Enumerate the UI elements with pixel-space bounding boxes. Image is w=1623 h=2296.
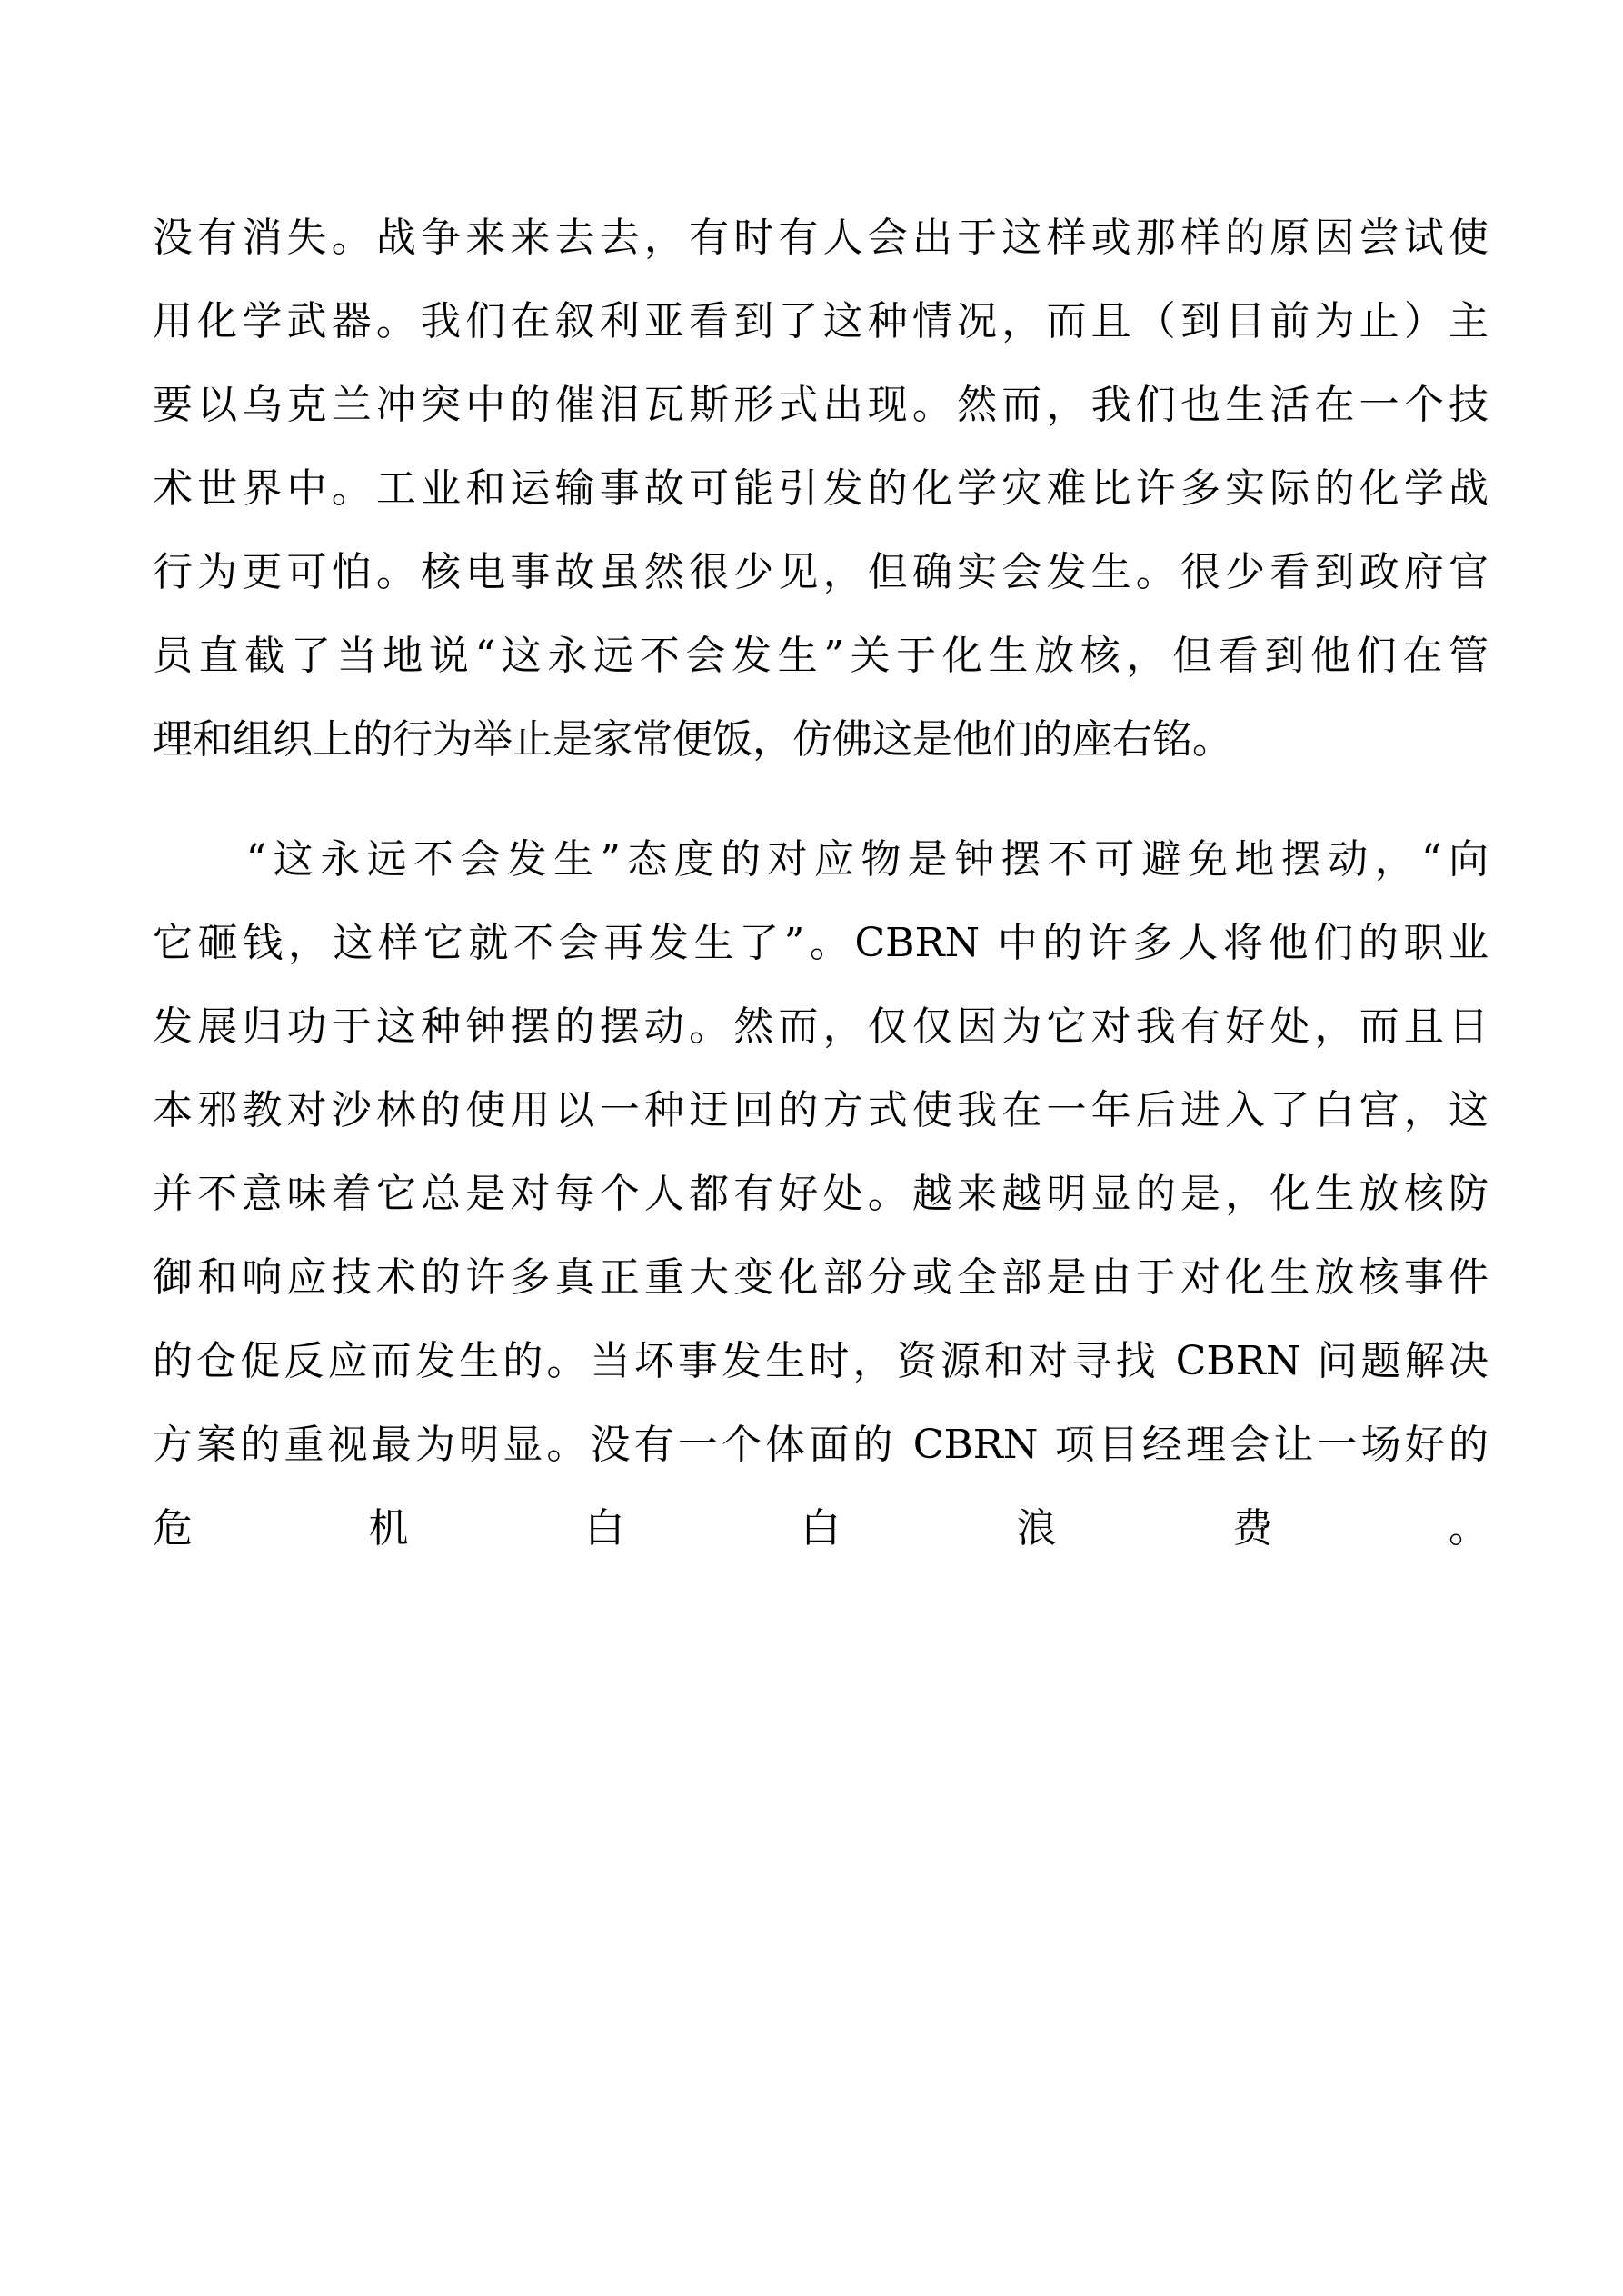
text-line: 术世界中。工业和运输事故可能引发的化学灾难比许多实际的化学战 (153, 465, 1489, 512)
text-line: 用化学武器。我们在叙利亚看到了这种情况，而且（到目前为止）主 (153, 298, 1489, 344)
text-line: 并不意味着它总是对每个人都有好处。越来越明显的是，化生放核防 (153, 1171, 1489, 1217)
text-line: 发展归功于这种钟摆的摆动。然而，仅仅因为它对我有好处，而且日 (153, 1003, 1489, 1050)
text-line: 本邪教对沙林的使用以一种迂回的方式使我在一年后进入了白宫，这 (153, 1087, 1489, 1133)
text-line: 的仓促反应而发生的。当坏事发生时，资源和对寻找 CBRN 问题解决 (153, 1338, 1489, 1384)
text-line: 行为更可怕。核电事故虽然很少见，但确实会发生。很少看到政府官 (153, 549, 1489, 595)
text-line: 没有消失。战争来来去去，有时有人会出于这样或那样的原因尝试使 (153, 215, 1489, 261)
text-line: 危机白白浪费。 (153, 1505, 1489, 1552)
text-line: 方案的重视最为明显。没有一个体面的 CBRN 项目经理会让一场好的 (153, 1422, 1489, 1468)
text-line: 理和组织上的行为举止是家常便饭，仿佛这是他们的座右铭。 (153, 716, 1232, 763)
text-line: 要以乌克兰冲突中的催泪瓦斯形式出现。然而，我们也生活在一个技 (153, 382, 1489, 428)
paragraph-spacer (153, 796, 1489, 833)
text-line (153, 1585, 1489, 1669)
text-line: 御和响应技术的许多真正重大变化部分或全部是由于对化生放核事件 (153, 1254, 1489, 1301)
text-line: “这永远不会发生”态度的对应物是钟摆不可避免地摆动，“向 (153, 836, 1489, 883)
document-body (153, 211, 1489, 1669)
paragraph-1 (153, 211, 1489, 796)
text-line: 员直截了当地说“这永远不会发生”关于化生放核，但看到他们在管 (153, 633, 1489, 679)
text-line: 它砸钱，这样它就不会再发生了”。CBRN 中的许多人将他们的职业 (153, 920, 1489, 966)
paragraph-2 (153, 833, 1489, 1669)
